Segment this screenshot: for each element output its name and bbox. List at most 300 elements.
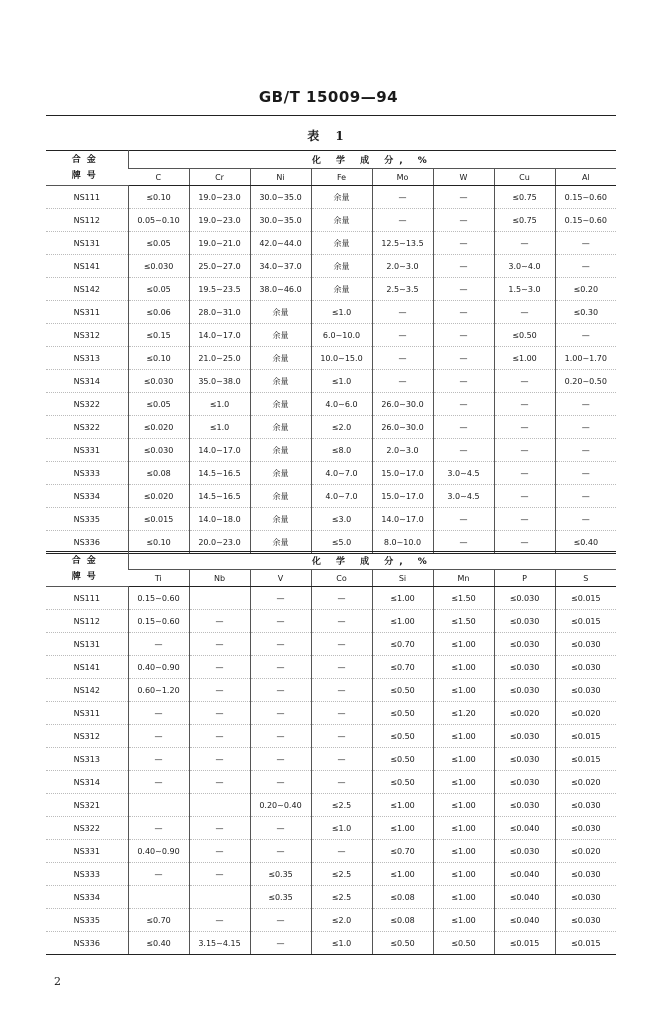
- page-number: 2: [54, 975, 61, 988]
- value-cell: ≤0.50: [372, 771, 433, 794]
- value-cell: ≤1.00: [433, 748, 494, 771]
- value-cell: ≤0.50: [372, 679, 433, 702]
- column-header: Mn: [433, 570, 494, 587]
- value-cell: 余量: [250, 416, 311, 439]
- value-cell: 余量: [250, 347, 311, 370]
- value-cell: ≤0.030: [494, 771, 555, 794]
- value-cell: [128, 886, 189, 909]
- value-cell: ≤0.50: [372, 932, 433, 955]
- grade-cell: NS141: [46, 255, 128, 278]
- value-cell: ≤1.0: [189, 416, 250, 439]
- grade-cell: NS322: [46, 393, 128, 416]
- value-cell: ≤0.05: [128, 232, 189, 255]
- value-cell: —: [555, 393, 616, 416]
- value-cell: —: [189, 771, 250, 794]
- table-row: [46, 462, 616, 485]
- value-cell: 10.0~15.0: [311, 347, 372, 370]
- column-header: Cr: [189, 169, 250, 186]
- table-row: [46, 748, 616, 771]
- value-cell: ≤0.75: [494, 209, 555, 232]
- value-cell: ≤0.020: [555, 702, 616, 725]
- value-cell: —: [555, 462, 616, 485]
- value-cell: 0.20~0.50: [555, 370, 616, 393]
- value-cell: —: [189, 863, 250, 886]
- value-cell: —: [433, 232, 494, 255]
- value-cell: 0.15~0.60: [128, 587, 189, 610]
- table-row: [46, 439, 616, 462]
- value-cell: ≤0.015: [555, 725, 616, 748]
- value-cell: [189, 886, 250, 909]
- value-cell: 0.40~0.90: [128, 656, 189, 679]
- value-cell: —: [433, 301, 494, 324]
- table-row: [46, 863, 616, 886]
- grade-cell: NS331: [46, 840, 128, 863]
- value-cell: ≤1.0: [311, 370, 372, 393]
- table-row: [46, 932, 616, 955]
- value-cell: 30.0~35.0: [250, 209, 311, 232]
- table-row: [46, 886, 616, 909]
- value-cell: —: [250, 840, 311, 863]
- value-cell: 14.0~17.0: [189, 324, 250, 347]
- table-row: [46, 324, 616, 347]
- value-cell: ≤1.00: [433, 817, 494, 840]
- value-cell: 0.15~0.60: [555, 186, 616, 209]
- value-cell: —: [128, 633, 189, 656]
- value-cell: —: [494, 393, 555, 416]
- value-cell: —: [189, 909, 250, 932]
- value-cell: 6.0~10.0: [311, 324, 372, 347]
- value-cell: 1.5~3.0: [494, 278, 555, 301]
- value-cell: ≤0.030: [494, 610, 555, 633]
- value-cell: —: [555, 439, 616, 462]
- composition-table-2: [46, 551, 616, 955]
- value-cell: ≤0.15: [128, 324, 189, 347]
- value-cell: —: [433, 347, 494, 370]
- value-cell: —: [494, 416, 555, 439]
- value-cell: ≤0.040: [494, 817, 555, 840]
- value-cell: —: [250, 633, 311, 656]
- value-cell: —: [433, 531, 494, 554]
- value-cell: ≤0.030: [128, 439, 189, 462]
- table-row: [46, 633, 616, 656]
- grade-cell: NS333: [46, 462, 128, 485]
- grade-cell: NS334: [46, 485, 128, 508]
- value-cell: ≤0.030: [555, 794, 616, 817]
- value-cell: ≤1.0: [311, 301, 372, 324]
- value-cell: 0.15~0.60: [555, 209, 616, 232]
- composition-table-1: [46, 150, 616, 554]
- value-cell: ≤1.50: [433, 587, 494, 610]
- value-cell: ≤1.00: [372, 817, 433, 840]
- grade-cell: NS335: [46, 909, 128, 932]
- value-cell: ≤0.030: [128, 255, 189, 278]
- value-cell: 14.5~16.5: [189, 485, 250, 508]
- grade-cell: NS142: [46, 278, 128, 301]
- value-cell: ≤0.06: [128, 301, 189, 324]
- table-row: [46, 508, 616, 531]
- value-cell: —: [555, 508, 616, 531]
- value-cell: —: [433, 324, 494, 347]
- grade-header: [46, 151, 128, 186]
- value-cell: 0.15~0.60: [128, 610, 189, 633]
- value-cell: ≤0.50: [372, 725, 433, 748]
- value-cell: ≤0.10: [128, 531, 189, 554]
- value-cell: —: [311, 748, 372, 771]
- value-cell: 8.0~10.0: [372, 531, 433, 554]
- value-cell: —: [433, 439, 494, 462]
- value-cell: ≤8.0: [311, 439, 372, 462]
- value-cell: ≤0.015: [555, 587, 616, 610]
- value-cell: —: [250, 679, 311, 702]
- value-cell: 26.0~30.0: [372, 393, 433, 416]
- table-row: [46, 656, 616, 679]
- value-cell: ≤0.030: [494, 725, 555, 748]
- value-cell: ≤0.70: [372, 656, 433, 679]
- value-cell: ≤0.030: [555, 863, 616, 886]
- value-cell: 4.0~6.0: [311, 393, 372, 416]
- column-header: Co: [311, 570, 372, 587]
- value-cell: ≤0.70: [372, 840, 433, 863]
- value-cell: ≤0.05: [128, 393, 189, 416]
- grade-cell: NS312: [46, 324, 128, 347]
- value-cell: 14.0~17.0: [189, 439, 250, 462]
- grade-cell: NS142: [46, 679, 128, 702]
- value-cell: —: [311, 840, 372, 863]
- value-cell: ≤0.030: [555, 656, 616, 679]
- value-cell: 12.5~13.5: [372, 232, 433, 255]
- grade-cell: NS335: [46, 508, 128, 531]
- section-title: 化 学 成 分, %: [128, 552, 616, 570]
- grade-header: [46, 552, 128, 587]
- value-cell: ≤0.015: [555, 748, 616, 771]
- value-cell: 0.20~0.40: [250, 794, 311, 817]
- value-cell: 2.0~3.0: [372, 439, 433, 462]
- value-cell: —: [372, 186, 433, 209]
- table-row: [46, 840, 616, 863]
- value-cell: 14.5~16.5: [189, 462, 250, 485]
- value-cell: ≤0.020: [494, 702, 555, 725]
- value-cell: —: [311, 702, 372, 725]
- value-cell: 38.0~46.0: [250, 278, 311, 301]
- value-cell: 余量: [250, 370, 311, 393]
- column-header: C: [128, 169, 189, 186]
- table-caption: 表 1: [307, 129, 350, 143]
- column-header: Mo: [372, 169, 433, 186]
- grade-cell: NS131: [46, 633, 128, 656]
- column-header: V: [250, 570, 311, 587]
- value-cell: 余量: [311, 232, 372, 255]
- grade-cell: NS333: [46, 863, 128, 886]
- grade-header-line2: 牌号: [71, 572, 102, 582]
- value-cell: —: [555, 232, 616, 255]
- value-cell: ≤1.00: [372, 610, 433, 633]
- value-cell: ≤0.50: [372, 748, 433, 771]
- value-cell: ≤1.00: [433, 909, 494, 932]
- value-cell: —: [555, 324, 616, 347]
- grade-header-line1: 合金: [71, 556, 102, 566]
- value-cell: —: [250, 725, 311, 748]
- table-row: [46, 702, 616, 725]
- value-cell: —: [372, 301, 433, 324]
- value-cell: ≤0.50: [494, 324, 555, 347]
- value-cell: —: [494, 485, 555, 508]
- header-rule: [46, 115, 616, 116]
- value-cell: [128, 794, 189, 817]
- table-row: [46, 725, 616, 748]
- grade-cell: NS314: [46, 771, 128, 794]
- value-cell: —: [189, 633, 250, 656]
- value-cell: 4.0~7.0: [311, 485, 372, 508]
- value-cell: 余量: [250, 393, 311, 416]
- value-cell: —: [128, 863, 189, 886]
- value-cell: ≤1.20: [433, 702, 494, 725]
- table-row: [46, 485, 616, 508]
- table-row: [46, 679, 616, 702]
- table-row: [46, 610, 616, 633]
- table-row: [46, 370, 616, 393]
- value-cell: ≤0.030: [555, 633, 616, 656]
- section-title: 化 学 成 分, %: [128, 151, 616, 169]
- table-row: [46, 587, 616, 610]
- value-cell: ≤2.5: [311, 794, 372, 817]
- grade-cell: NS111: [46, 587, 128, 610]
- grade-cell: NS331: [46, 439, 128, 462]
- column-header: Al: [555, 169, 616, 186]
- value-cell: —: [128, 748, 189, 771]
- value-cell: 35.0~38.0: [189, 370, 250, 393]
- value-cell: —: [128, 702, 189, 725]
- value-cell: —: [494, 508, 555, 531]
- value-cell: ≤1.0: [311, 932, 372, 955]
- value-cell: —: [555, 255, 616, 278]
- grade-cell: NS336: [46, 531, 128, 554]
- value-cell: ≤0.030: [494, 840, 555, 863]
- value-cell: ≤0.030: [555, 886, 616, 909]
- table-row: [46, 186, 616, 209]
- column-header: P: [494, 570, 555, 587]
- grade-cell: NS131: [46, 232, 128, 255]
- value-cell: —: [250, 587, 311, 610]
- value-cell: 2.5~3.5: [372, 278, 433, 301]
- value-cell: —: [311, 610, 372, 633]
- value-cell: —: [250, 702, 311, 725]
- value-cell: ≤0.020: [555, 771, 616, 794]
- value-cell: —: [311, 656, 372, 679]
- value-cell: 余量: [311, 209, 372, 232]
- value-cell: ≤0.015: [128, 508, 189, 531]
- value-cell: —: [555, 416, 616, 439]
- table-body: [46, 186, 616, 554]
- value-cell: 25.0~27.0: [189, 255, 250, 278]
- value-cell: —: [250, 610, 311, 633]
- value-cell: ≤1.00: [372, 587, 433, 610]
- grade-cell: NS321: [46, 794, 128, 817]
- value-cell: 14.0~18.0: [189, 508, 250, 531]
- value-cell: ≤0.05: [128, 278, 189, 301]
- value-cell: ≤2.5: [311, 886, 372, 909]
- grade-cell: NS334: [46, 886, 128, 909]
- value-cell: ≤0.030: [494, 587, 555, 610]
- value-cell: —: [433, 393, 494, 416]
- value-cell: —: [433, 209, 494, 232]
- value-cell: 4.0~7.0: [311, 462, 372, 485]
- grade-cell: NS336: [46, 932, 128, 955]
- value-cell: ≤0.040: [494, 886, 555, 909]
- table-row: [46, 209, 616, 232]
- value-cell: ≤0.08: [372, 886, 433, 909]
- value-cell: —: [433, 278, 494, 301]
- value-cell: ≤0.08: [372, 909, 433, 932]
- value-cell: 34.0~37.0: [250, 255, 311, 278]
- value-cell: ≤0.030: [494, 656, 555, 679]
- column-header: Fe: [311, 169, 372, 186]
- value-cell: ≤1.00: [433, 725, 494, 748]
- value-cell: ≤0.030: [494, 748, 555, 771]
- value-cell: ≤0.08: [128, 462, 189, 485]
- value-cell: ≤0.10: [128, 347, 189, 370]
- value-cell: 3.15~4.15: [189, 932, 250, 955]
- value-cell: —: [494, 232, 555, 255]
- table-row: [46, 393, 616, 416]
- table-row: [46, 301, 616, 324]
- grade-cell: NS111: [46, 186, 128, 209]
- value-cell: —: [189, 610, 250, 633]
- value-cell: ≤1.00: [433, 886, 494, 909]
- value-cell: —: [372, 209, 433, 232]
- value-cell: —: [433, 370, 494, 393]
- value-cell: —: [250, 909, 311, 932]
- value-cell: ≤0.35: [250, 886, 311, 909]
- value-cell: 42.0~44.0: [250, 232, 311, 255]
- value-cell: ≤0.020: [555, 840, 616, 863]
- value-cell: ≤1.00: [372, 794, 433, 817]
- value-cell: —: [372, 347, 433, 370]
- value-cell: 3.0~4.5: [433, 462, 494, 485]
- value-cell: ≤0.70: [128, 909, 189, 932]
- value-cell: 0.40~0.90: [128, 840, 189, 863]
- value-cell: —: [250, 656, 311, 679]
- value-cell: ≤0.030: [128, 370, 189, 393]
- value-cell: ≤5.0: [311, 531, 372, 554]
- value-cell: ≤0.015: [555, 932, 616, 955]
- value-cell: 26.0~30.0: [372, 416, 433, 439]
- table-row: [46, 909, 616, 932]
- value-cell: 30.0~35.0: [250, 186, 311, 209]
- table-body: [46, 587, 616, 955]
- value-cell: 19.0~23.0: [189, 209, 250, 232]
- value-cell: ≤0.030: [555, 909, 616, 932]
- value-cell: —: [311, 633, 372, 656]
- value-cell: —: [433, 416, 494, 439]
- table-row: [46, 347, 616, 370]
- standard-code: GB/T 15009—94: [258, 88, 399, 106]
- value-cell: —: [433, 186, 494, 209]
- value-cell: —: [433, 255, 494, 278]
- column-header: W: [433, 169, 494, 186]
- value-cell: —: [128, 771, 189, 794]
- value-cell: —: [250, 771, 311, 794]
- table-row: [46, 278, 616, 301]
- value-cell: ≤0.040: [494, 863, 555, 886]
- column-header: Nb: [189, 570, 250, 587]
- value-cell: ≤0.10: [128, 186, 189, 209]
- value-cell: —: [189, 748, 250, 771]
- value-cell: ≤0.75: [494, 186, 555, 209]
- value-cell: ≤1.00: [494, 347, 555, 370]
- value-cell: ≤3.0: [311, 508, 372, 531]
- value-cell: ≤1.0: [189, 393, 250, 416]
- value-cell: ≤1.50: [433, 610, 494, 633]
- value-cell: ≤0.30: [555, 301, 616, 324]
- value-cell: ≤1.0: [311, 817, 372, 840]
- value-cell: ≤1.00: [433, 840, 494, 863]
- value-cell: —: [189, 679, 250, 702]
- table-row: [46, 817, 616, 840]
- value-cell: ≤1.00: [433, 679, 494, 702]
- value-cell: 余量: [250, 324, 311, 347]
- column-header: Ti: [128, 570, 189, 587]
- table-row: [46, 232, 616, 255]
- value-cell: 3.0~4.0: [494, 255, 555, 278]
- value-cell: 2.0~3.0: [372, 255, 433, 278]
- value-cell: 19.0~23.0: [189, 186, 250, 209]
- value-cell: —: [250, 817, 311, 840]
- value-cell: 14.0~17.0: [372, 508, 433, 531]
- value-cell: 余量: [250, 301, 311, 324]
- value-cell: ≤0.030: [555, 817, 616, 840]
- value-cell: ≤0.040: [494, 909, 555, 932]
- grade-cell: NS141: [46, 656, 128, 679]
- value-cell: ≤0.030: [494, 679, 555, 702]
- table-row: [46, 416, 616, 439]
- grade-header-line1: 合金: [71, 155, 102, 165]
- value-cell: ≤2.5: [311, 863, 372, 886]
- value-cell: 余量: [250, 439, 311, 462]
- value-cell: 0.05~0.10: [128, 209, 189, 232]
- value-cell: 15.0~17.0: [372, 462, 433, 485]
- value-cell: ≤0.35: [250, 863, 311, 886]
- column-header: Si: [372, 570, 433, 587]
- column-header: Cu: [494, 169, 555, 186]
- value-cell: —: [433, 508, 494, 531]
- grade-cell: NS313: [46, 748, 128, 771]
- value-cell: ≤2.0: [311, 909, 372, 932]
- value-cell: —: [372, 370, 433, 393]
- value-cell: ≤0.030: [555, 679, 616, 702]
- value-cell: —: [250, 932, 311, 955]
- value-cell: —: [250, 748, 311, 771]
- value-cell: 余量: [250, 508, 311, 531]
- value-cell: ≤0.50: [433, 932, 494, 955]
- value-cell: —: [494, 531, 555, 554]
- column-header: S: [555, 570, 616, 587]
- value-cell: —: [128, 725, 189, 748]
- value-cell: —: [189, 725, 250, 748]
- grade-cell: NS312: [46, 725, 128, 748]
- column-header: Ni: [250, 169, 311, 186]
- value-cell: —: [494, 462, 555, 485]
- value-cell: ≤0.030: [494, 633, 555, 656]
- value-cell: 余量: [311, 186, 372, 209]
- value-cell: —: [189, 840, 250, 863]
- grade-cell: NS112: [46, 209, 128, 232]
- value-cell: ≤0.20: [555, 278, 616, 301]
- value-cell: —: [189, 817, 250, 840]
- grade-cell: NS322: [46, 416, 128, 439]
- value-cell: ≤1.00: [433, 633, 494, 656]
- value-cell: ≤1.00: [433, 656, 494, 679]
- grade-cell: NS112: [46, 610, 128, 633]
